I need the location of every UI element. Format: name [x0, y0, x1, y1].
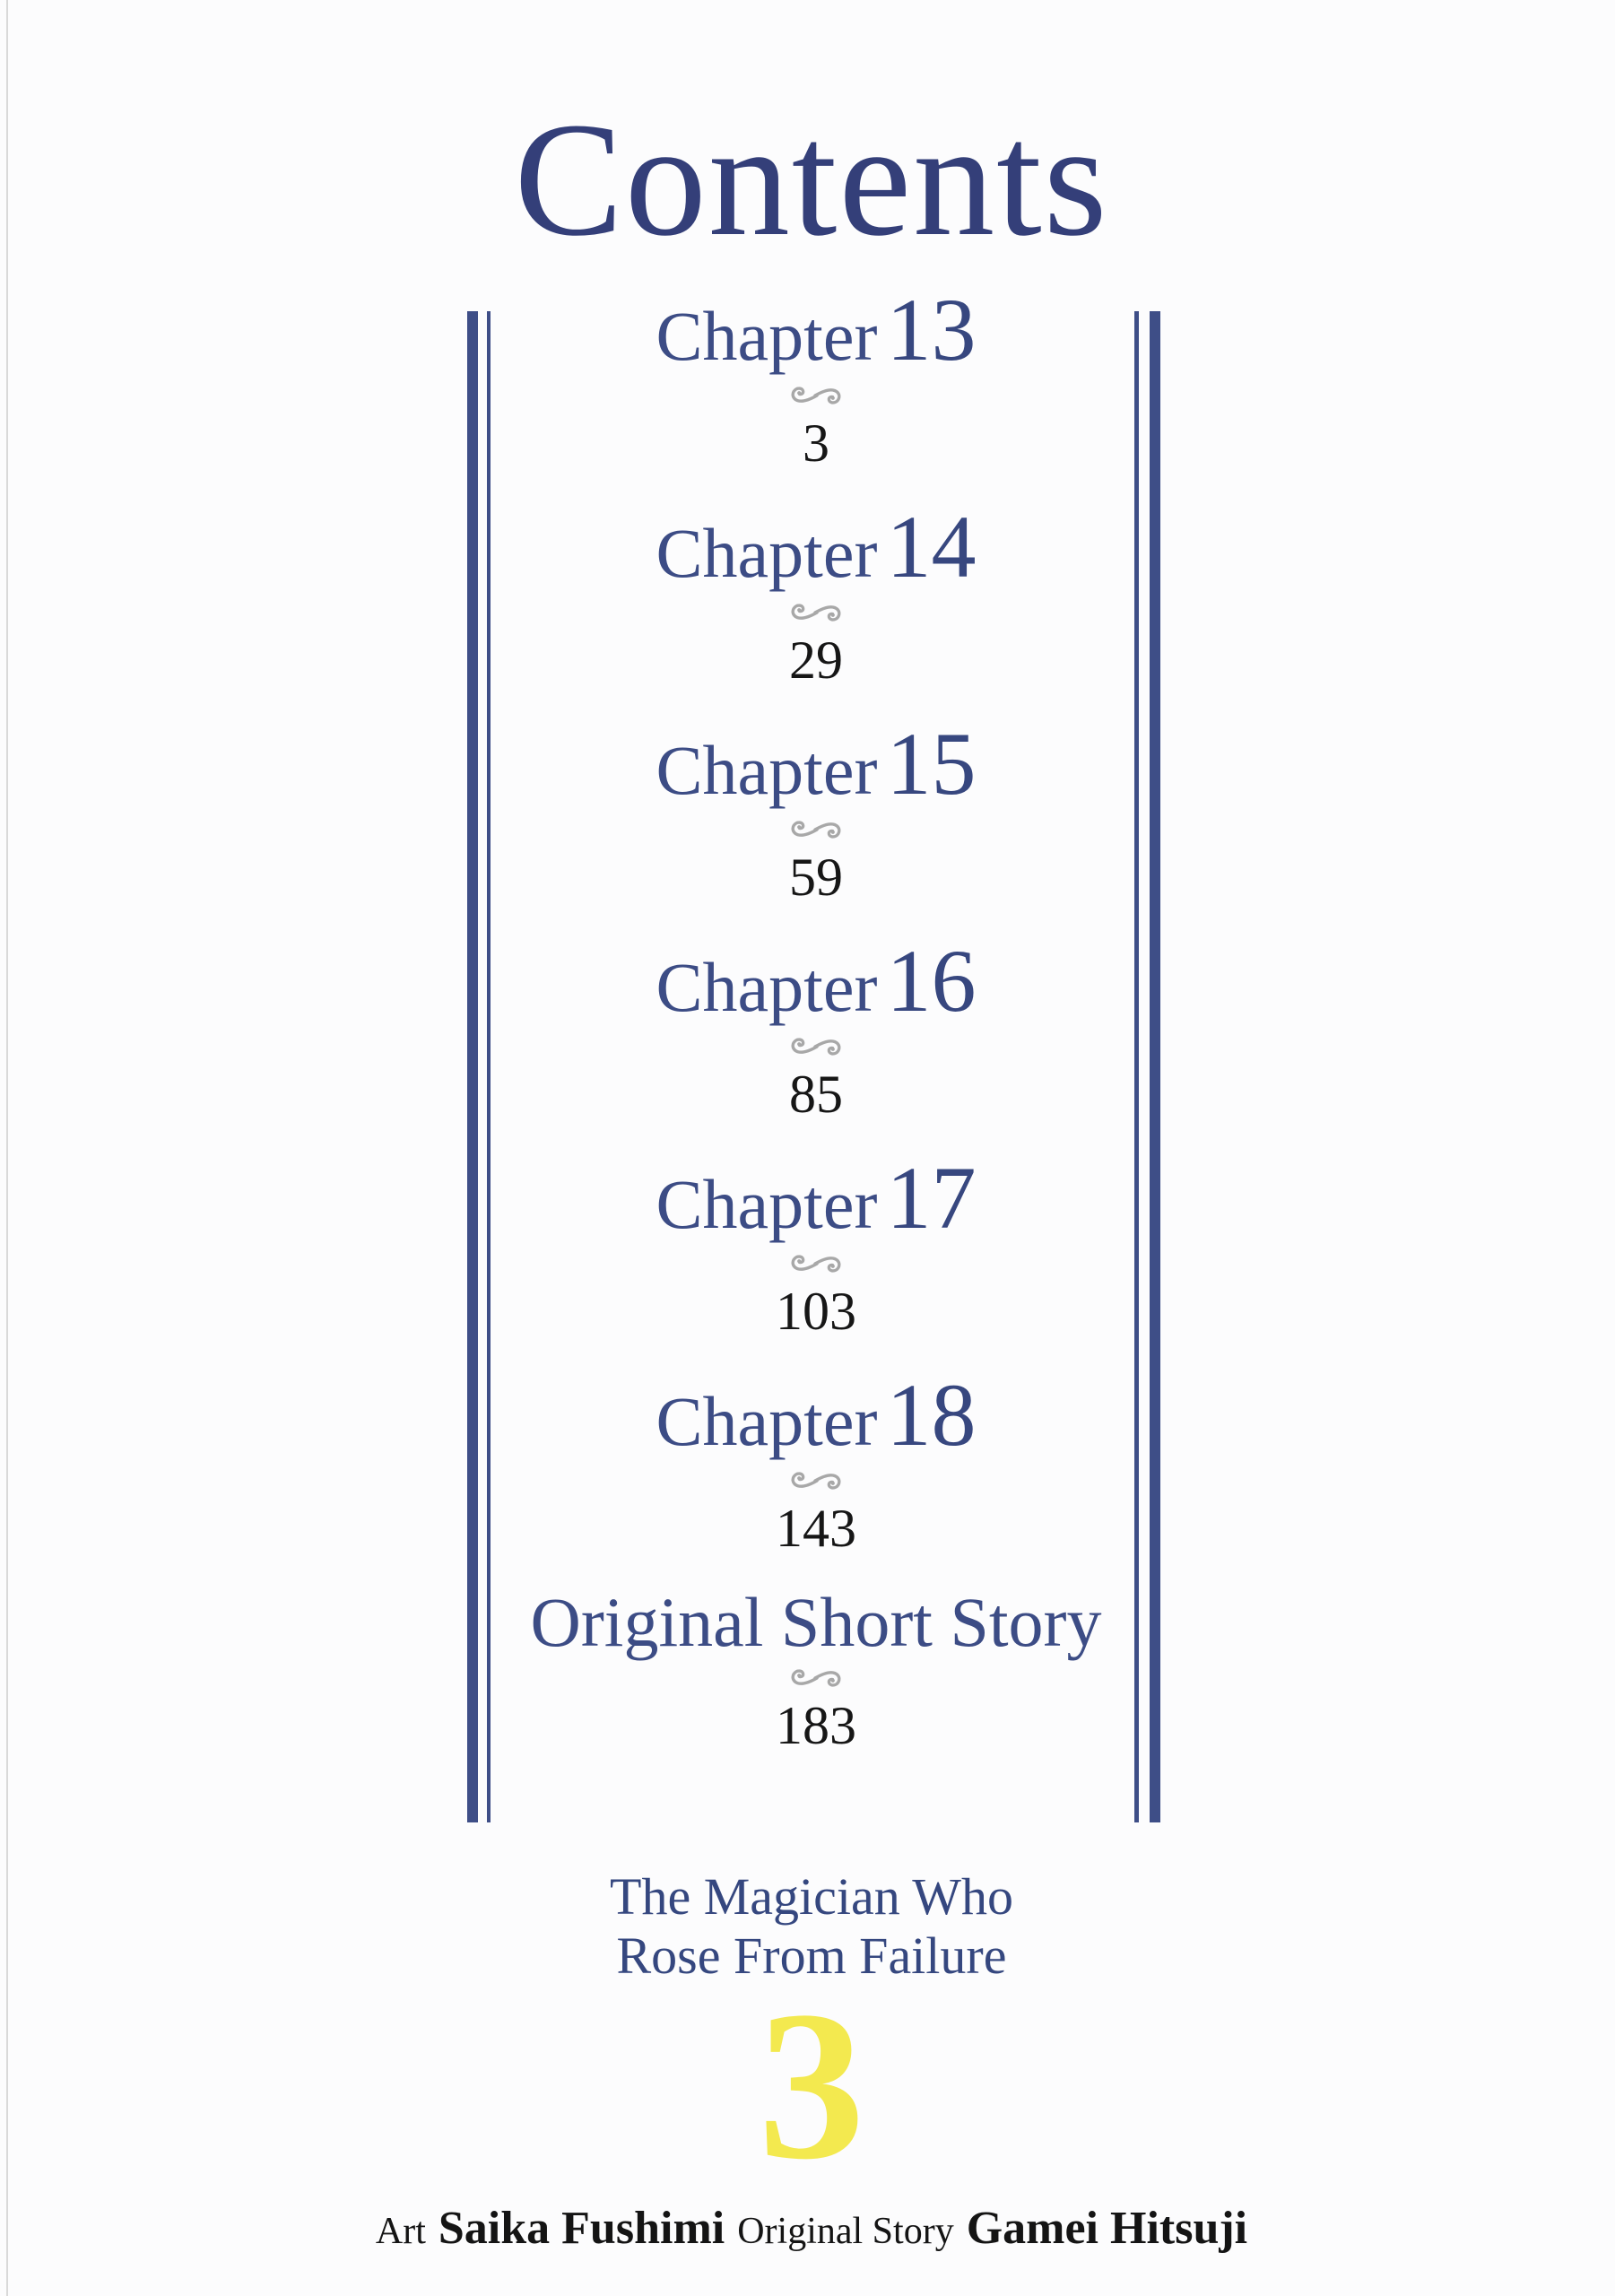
scroll-ornament-icon: [484, 1666, 1148, 1690]
book-title-block: [0, 1867, 1615, 2204]
original-story-label: Original Story: [737, 2211, 954, 2252]
book-title-line-1: The Magician Who: [610, 1867, 1013, 1926]
chapter-label: Original Short Story: [530, 1583, 1102, 1661]
right-thick-rule: [1150, 311, 1160, 1822]
scroll-ornament-icon: [484, 1469, 1148, 1492]
chapter-page-number: 103: [776, 1282, 856, 1341]
chapter-entry: [484, 1365, 1148, 1558]
scroll-ornament-icon: [484, 818, 1148, 841]
chapter-entry: [484, 280, 1148, 473]
chapter-entry: [484, 714, 1148, 907]
chapter-number: 16: [886, 931, 977, 1031]
chapter-page-number: 29: [789, 631, 843, 690]
chapter-page-number: 59: [789, 848, 843, 907]
chapter-label: Chapter: [656, 731, 878, 809]
chapter-heading: [484, 714, 1148, 813]
chapter-label: Chapter: [656, 1165, 878, 1243]
chapter-label: Chapter: [656, 1382, 878, 1460]
chapter-heading: [484, 1148, 1148, 1248]
chapter-entry: [484, 497, 1148, 690]
chapter-heading: [484, 497, 1148, 596]
chapter-page-number: 143: [776, 1499, 856, 1558]
scroll-ornament-icon: [484, 601, 1148, 624]
chapter-entry: [484, 1583, 1148, 1755]
chapter-label: Chapter: [656, 948, 878, 1026]
left-thick-rule: [467, 311, 478, 1822]
chapter-heading: [484, 1583, 1148, 1661]
chapter-number: 14: [886, 497, 977, 596]
scroll-ornament-icon: [484, 1035, 1148, 1058]
chapter-number: 13: [886, 280, 977, 379]
art-label: Art: [375, 2211, 426, 2252]
book-title-line-2: Rose From Failure: [616, 1926, 1007, 1985]
chapter-heading: [484, 1365, 1148, 1465]
artist-name: Saika Fushimi: [438, 2203, 725, 2254]
chapter-number: 18: [886, 1365, 977, 1465]
scroll-ornament-icon: [484, 384, 1148, 407]
chapter-number: 17: [886, 1148, 977, 1248]
chapter-entry: [484, 1148, 1148, 1341]
volume-number: 3: [758, 1968, 865, 2204]
chapter-page-number: 85: [789, 1065, 843, 1124]
scroll-ornament-icon: [484, 1252, 1148, 1275]
chapter-label: Chapter: [656, 514, 878, 592]
author-name: Gamei Hitsuji: [966, 2203, 1248, 2254]
chapter-page-number: 3: [803, 413, 829, 473]
chapter-entry: [484, 931, 1148, 1124]
chapter-list: [484, 280, 1148, 1785]
chapter-page-number: 183: [776, 1696, 856, 1755]
chapter-heading: [484, 931, 1148, 1031]
credits-line: [0, 2202, 1615, 2258]
chapter-label: Chapter: [656, 297, 878, 375]
chapter-heading: [484, 280, 1148, 379]
page-title: Contents: [514, 90, 1109, 270]
chapter-number: 15: [886, 714, 977, 813]
